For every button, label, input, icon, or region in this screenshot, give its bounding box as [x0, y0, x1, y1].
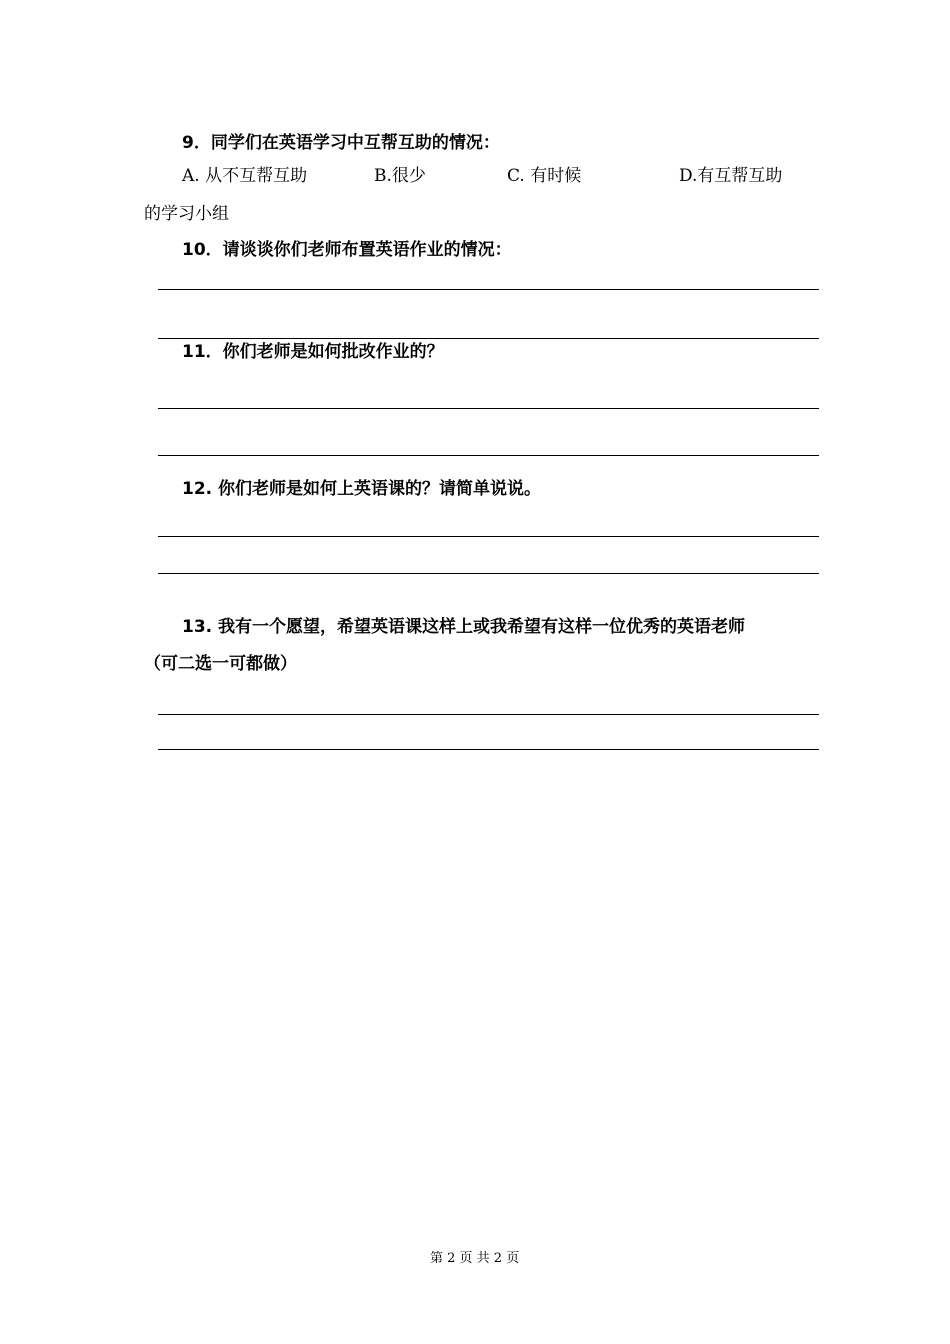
answer-line	[158, 289, 819, 290]
q13-title-wrap: （可二选一可都做）	[144, 654, 297, 674]
q12-title: 12. 你们老师是如何上英语课的？请简单说说。	[182, 479, 542, 499]
answer-line	[158, 408, 819, 409]
answer-line	[158, 573, 819, 574]
answer-line	[158, 714, 819, 715]
answer-line	[158, 455, 819, 456]
answer-line	[158, 749, 819, 750]
q9-option-a: A. 从不互帮互助	[182, 166, 308, 186]
answer-line	[158, 536, 819, 537]
q10-title: 10．请谈谈你们老师布置英语作业的情况：	[182, 240, 512, 260]
page-number: 第 2 页 共 2 页	[430, 1251, 520, 1266]
q9-title: 9．同学们在英语学习中互帮互助的情况：	[182, 133, 500, 153]
q9-option-d-wrap: 的学习小组	[144, 204, 229, 224]
q11-title: 11．你们老师是如何批改作业的？	[182, 342, 444, 362]
q9-option-c: C. 有时候	[507, 166, 582, 186]
q9-option-b: B.很少	[374, 166, 426, 186]
q9-option-d: D.有互帮互助	[679, 166, 783, 186]
q13-title: 13. 我有一个愿望，希望英语课这样上或我希望有这样一位优秀的英语老师	[182, 617, 746, 637]
